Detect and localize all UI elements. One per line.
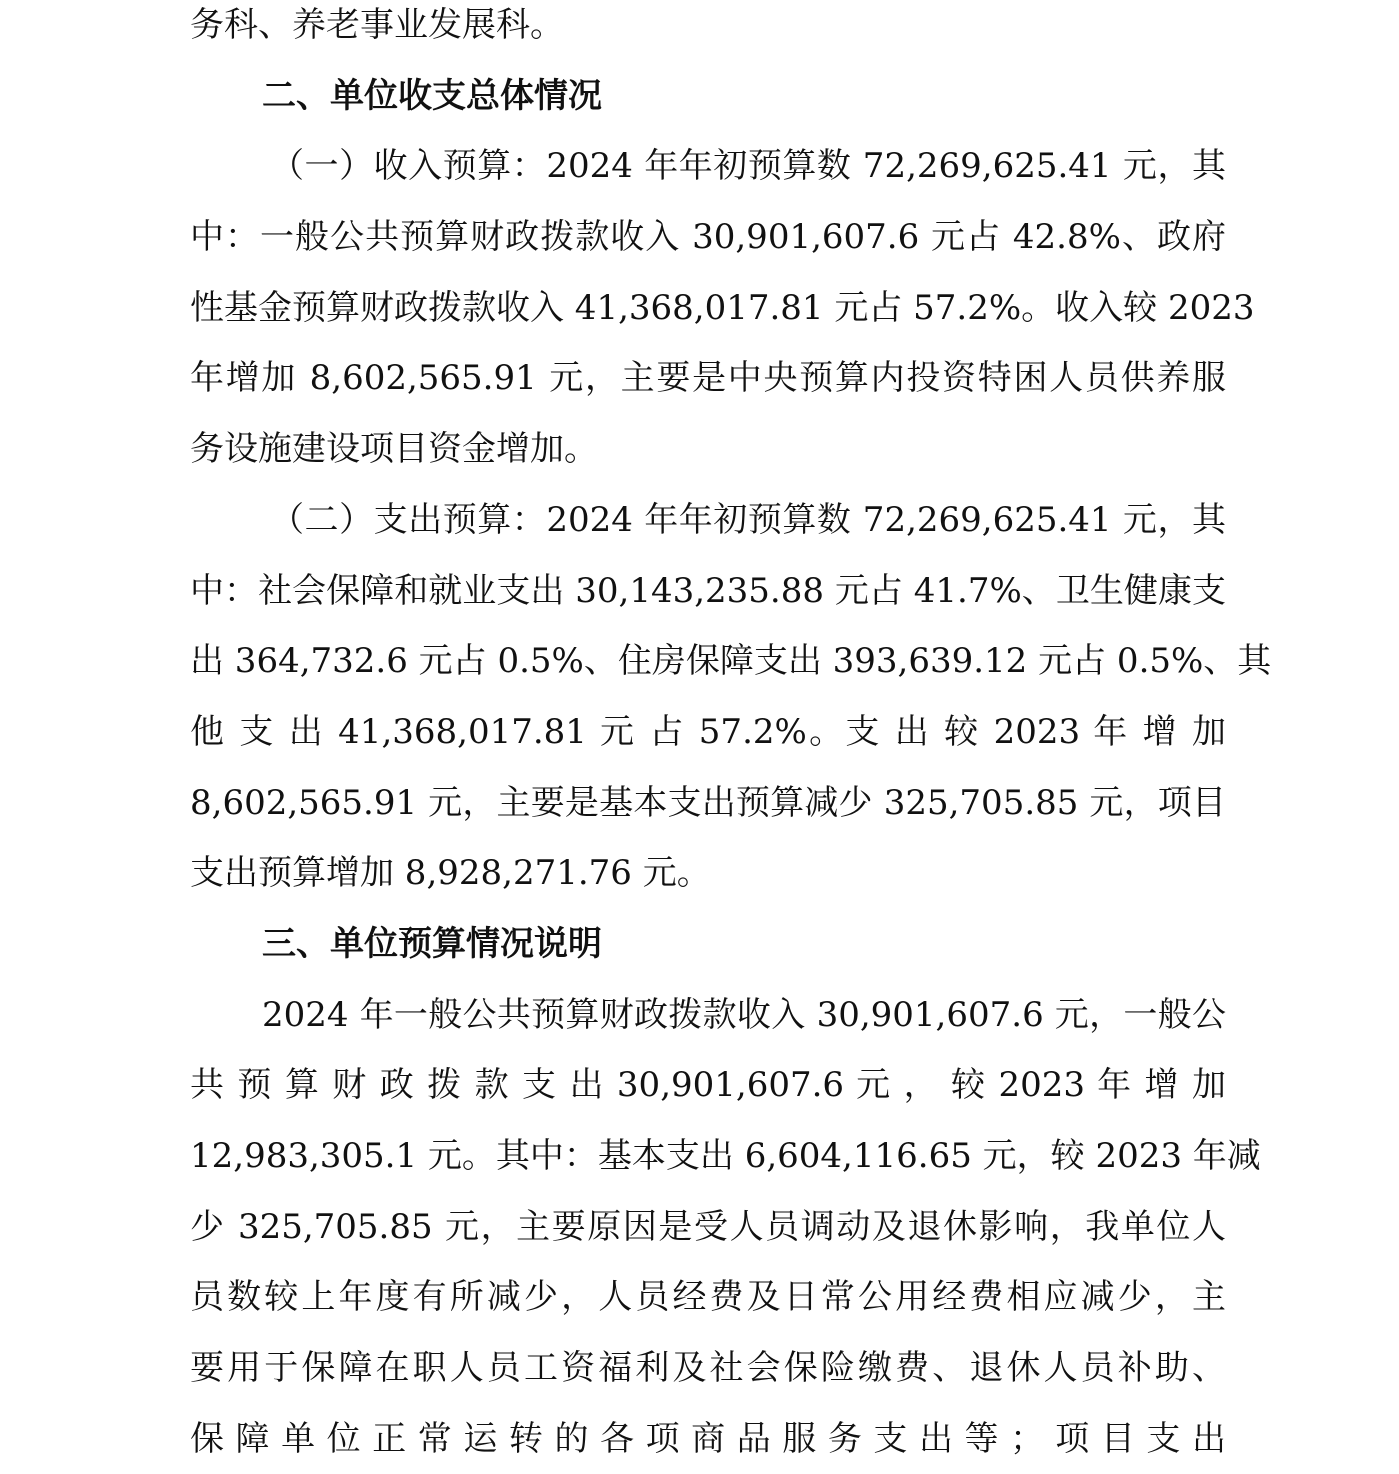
- paragraph-line: 12,983,305.1 元。其中：基本支出 6,604,116.65 元，较 2023 年减: [190, 1136, 1261, 1176]
- paragraph-line: 出 364,732.6 元占 0.5%、住房保障支出 393,639.12 元占 0.5%、其: [190, 641, 1272, 682]
- paragraph-line: 性基金预算财政拨款收入 41,368,017.81 元占 57.2%。收入较 2023: [190, 287, 1255, 328]
- paragraph-line: 要用于保障在职人员工资福利及社会保险缴费、退休人员补助、: [190, 1348, 1226, 1389]
- paragraph-line: 共 预 算 财 政 拨 款 支 出 30,901,607.6 元 ， 较 2023 年 增 加: [190, 1065, 1226, 1106]
- paragraph-line: 保 障 单 位 正 常 运 转 的 各 项 商 品 服 务 支 出 等 ； 项 目 支 出: [190, 1418, 1226, 1459]
- section-heading: 三、单位预算情况说明: [262, 923, 602, 964]
- paragraph-line: （一）收入预算：2024 年年初预算数 72,269,625.41 元，其: [270, 146, 1226, 187]
- paragraph-line: 务科、养老事业发展科。: [190, 5, 564, 45]
- paragraph-line: （二）支出预算：2024 年年初预算数 72,269,625.41 元，其: [270, 499, 1226, 540]
- section-heading: 二、单位收支总体情况: [262, 75, 602, 116]
- paragraph-line: 员数较上年度有所减少，人员经费及日常公用经费相应减少，主: [190, 1277, 1226, 1318]
- paragraph-line: 务设施建设项目资金增加。: [190, 429, 598, 470]
- paragraph-line: 年增加 8,602,565.91 元，主要是中央预算内投资特困人员供养服: [190, 358, 1226, 399]
- document-page: [190, 0, 1272, 1474]
- paragraph-line: 中：社会保障和就业支出 30,143,235.88 元占 41.7%、卫生健康支: [190, 570, 1226, 611]
- paragraph-line: 8,602,565.91 元，主要是基本支出预算减少 325,705.85 元，项目: [190, 782, 1226, 823]
- paragraph-line: 支出预算增加 8,928,271.76 元。: [190, 853, 711, 894]
- paragraph-line: 2024 年一般公共预算财政拨款收入 30,901,607.6 元，一般公: [262, 994, 1226, 1035]
- paragraph-line: 他 支 出 41,368,017.81 元 占 57.2%。支 出 较 2023 年 增 加: [190, 711, 1226, 752]
- paragraph-line: 少 325,705.85 元，主要原因是受人员调动及退休影响，我单位人: [190, 1206, 1226, 1247]
- paragraph-line: 中：一般公共预算财政拨款收入 30,901,607.6 元占 42.8%、政府: [190, 217, 1226, 258]
